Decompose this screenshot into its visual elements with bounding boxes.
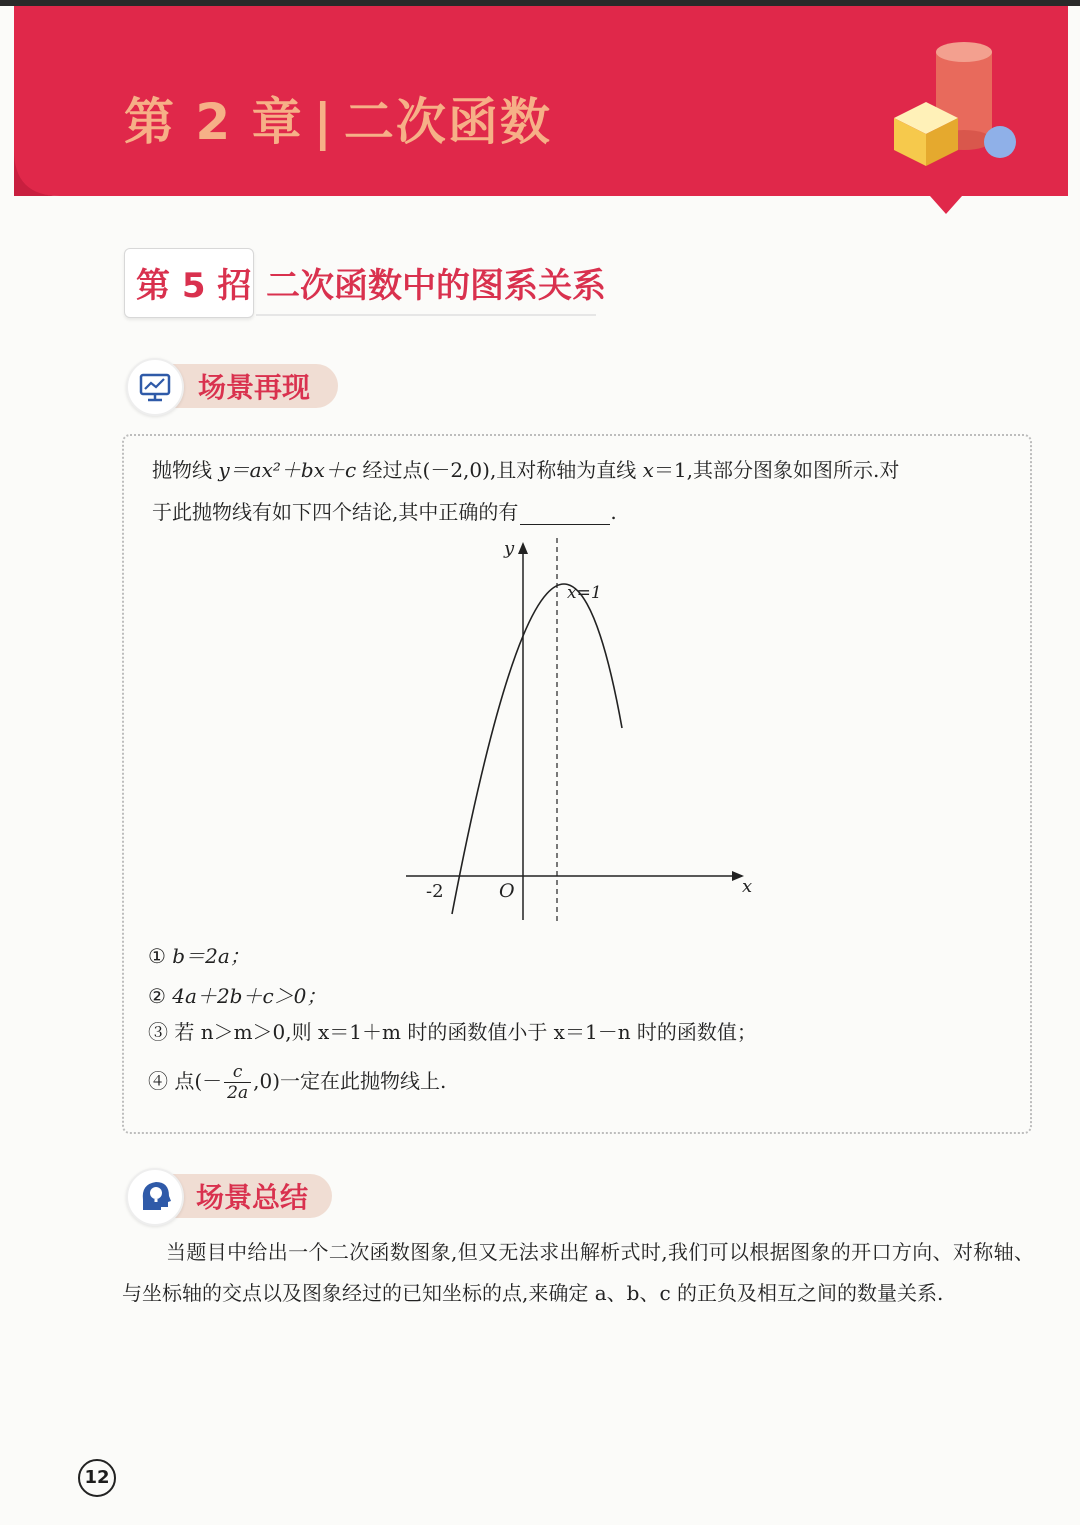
chapter-separator: |	[313, 93, 334, 151]
summary-paragraph: 当题目中给出一个二次函数图象,但又无法求出解析式时,我们可以根据图象的开口方向、对称轴、与坐标轴的交点以及图象经过的已知坐标的点,来确定 a、b、c 的正负及相互之间的数量关系.	[122, 1240, 1034, 1305]
problem-axis-var: x	[642, 458, 654, 482]
statement-2-number: ②	[148, 984, 166, 1008]
problem-line1-prefix: 抛物线	[152, 458, 219, 482]
head-lightbulb-icon	[128, 1170, 182, 1224]
fraction-c-over-2a	[224, 1062, 251, 1103]
y-axis-arrow	[518, 542, 528, 554]
chapter-label: 第 2 章	[124, 93, 304, 151]
problem-line1-suffix: ＝1,其部分图象如图所示.对	[653, 458, 900, 482]
statement-1-text: b＝2a；	[172, 944, 250, 968]
scene-replay-icon-badge	[126, 358, 184, 416]
neg-two-label: -2	[426, 881, 444, 902]
problem-line-1	[152, 454, 899, 483]
parabola-curve	[452, 584, 622, 914]
statement-4-number: ④	[148, 1069, 168, 1093]
answer-blank[interactable]	[520, 504, 610, 525]
statement-1	[148, 940, 250, 969]
statement-3	[148, 1016, 757, 1045]
move-title: 二次函数中的图系关系	[266, 266, 606, 306]
statement-2	[148, 980, 326, 1009]
move-title-underline	[256, 314, 596, 316]
chapter-title	[124, 82, 552, 154]
fraction-denominator: 2a	[227, 1083, 249, 1103]
statement-2-text: 4a＋2b＋c＞0；	[172, 984, 327, 1008]
statement-3-text: 若 n＞m＞0,则 x＝1＋m 时的函数值小于 x＝1－n 时的函数值；	[174, 1020, 757, 1044]
page-number: 12	[78, 1459, 116, 1497]
problem-line2-end: .	[610, 500, 617, 524]
move-number: 第 5 招	[136, 266, 252, 306]
fraction-numerator: c	[224, 1062, 251, 1083]
symmetry-axis-label: x=1	[567, 583, 602, 603]
problem-line1-mid: 经过点(－2,0),且对称轴为直线	[356, 458, 643, 482]
scene-replay-label: 场景再现	[198, 371, 311, 404]
scene-summary-icon-badge	[126, 1168, 184, 1226]
problem-line-2	[152, 496, 617, 525]
statement-1-number: ①	[148, 944, 166, 968]
statement-4-suffix: ,0)一定在此抛物线上.	[253, 1069, 447, 1093]
monitor-chart-icon	[128, 360, 182, 414]
parabola-graph	[380, 530, 780, 930]
statement-4	[148, 1062, 446, 1103]
statement-4-prefix: 点(－	[174, 1069, 223, 1093]
origin-label: O	[499, 880, 515, 902]
scene-summary-label: 场景总结	[196, 1181, 309, 1214]
ball-decoration	[984, 126, 1016, 158]
problem-line2-text: 于此抛物线有如下四个结论,其中正确的有	[152, 500, 519, 524]
chapter-name: 二次函数	[343, 93, 552, 151]
problem-equation: y＝ax²＋bx＋c	[218, 458, 357, 482]
statement-3-number: ③	[148, 1020, 168, 1044]
x-axis-label: x	[742, 876, 753, 897]
y-axis-label: y	[504, 538, 515, 559]
